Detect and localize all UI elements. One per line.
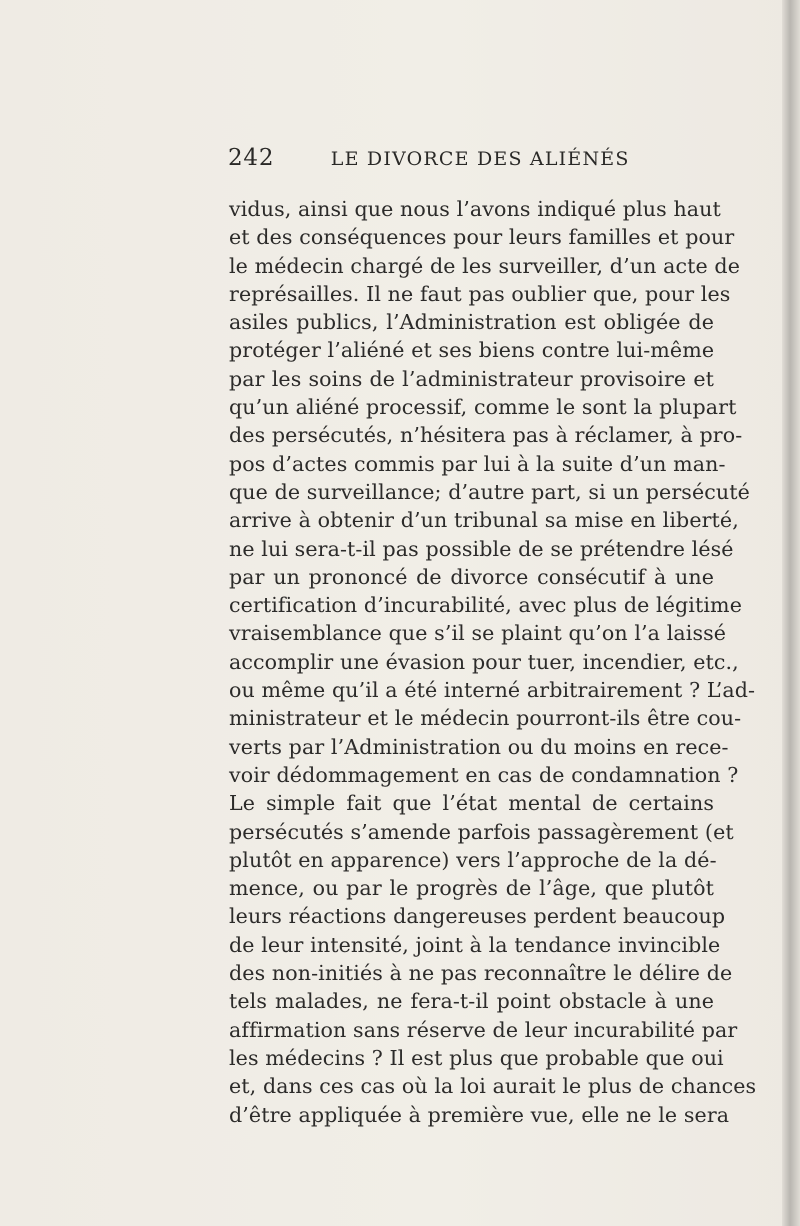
text-line: asiles publics, l’Administration est obligée de — [229, 310, 714, 335]
text-line: mence, ou par le progrès de l’âge, que plutôt — [229, 876, 714, 901]
body-text — [229, 195, 757, 1129]
text-line: protéger l’aliéné et ses biens contre lui-même — [229, 338, 715, 363]
text-line: et, dans ces cas où la loi aurait le plus de chances — [229, 1074, 757, 1099]
text-line: que de surveillance; d’autre part, si un persécuté — [229, 479, 750, 504]
text-line: ministrateur et le médecin pourront-ils être cou- — [229, 706, 742, 731]
text-line: par les soins de l’administrateur provisoire et — [229, 366, 714, 391]
text-line: représailles. Il ne faut pas oublier que, pour les — [229, 281, 731, 306]
text-line: affirmation sans réserve de leur incurabilité par — [229, 1017, 738, 1042]
text-line: pos d’actes commis par lui à la suite d’un man- — [229, 451, 726, 476]
text-line: qu’un aliéné processif, comme le sont la plupart — [229, 395, 737, 420]
text-line: plutôt en apparence) vers l’approche de la dé- — [229, 847, 717, 872]
text-line: le médecin chargé de les surveiller, d’un acte de — [229, 253, 740, 278]
text-line: de leur intensité, joint à la tendance invincible — [229, 932, 721, 957]
running-header — [228, 145, 648, 175]
text-line: accomplir une évasion pour tuer, incendier, etc., — [229, 649, 739, 674]
text-line: des non-initiés à ne pas reconnaître le délire de — [229, 961, 733, 986]
text-line: voir dédommagement en cas de condamnation ? — [229, 762, 739, 787]
text-line: par un prononcé de divorce consécutif à une — [229, 564, 714, 589]
page-edge-shadow — [782, 0, 800, 1226]
text-line: arrive à obtenir d’un tribunal sa mise en liberté, — [229, 508, 739, 533]
text-line: persécutés s’amende parfois passagèrement (et — [229, 819, 734, 844]
text-line: d’être appliquée à première vue, elle ne le sera — [229, 1102, 730, 1127]
text-line: vidus, ainsi que nous l’avons indiqué plus haut — [229, 197, 721, 221]
page-number: 242 — [228, 145, 275, 171]
chapter-title: LE DIVORCE DES ALIÉNÉS — [330, 148, 630, 170]
text-line: des persécutés, n’hésitera pas à réclamer, à pro- — [229, 423, 743, 448]
text-line: ou même qu’il a été interné arbitrairement ? L’ad- — [229, 678, 756, 703]
text-line: tels malades, ne fera-t-il point obstacle à une — [229, 989, 714, 1014]
text-line: verts par l’Administration ou du moins en rece- — [229, 734, 729, 759]
text-line: vraisemblance que s’il se plaint qu’on l’a laissé — [229, 621, 727, 646]
text-line: les médecins ? Il est plus que probable que oui — [229, 1045, 724, 1070]
paragraph-start-line: Le simple fait que l’état mental de certains — [229, 791, 714, 816]
text-line: certification d’incurabilité, avec plus de légitime — [229, 593, 742, 618]
text-line: et des conséquences pour leurs familles et pour — [229, 225, 735, 250]
text-line: ne lui sera-t-il pas possible de se prétendre lésé — [229, 536, 734, 561]
text-line: leurs réactions dangereuses perdent beaucoup — [229, 904, 726, 929]
